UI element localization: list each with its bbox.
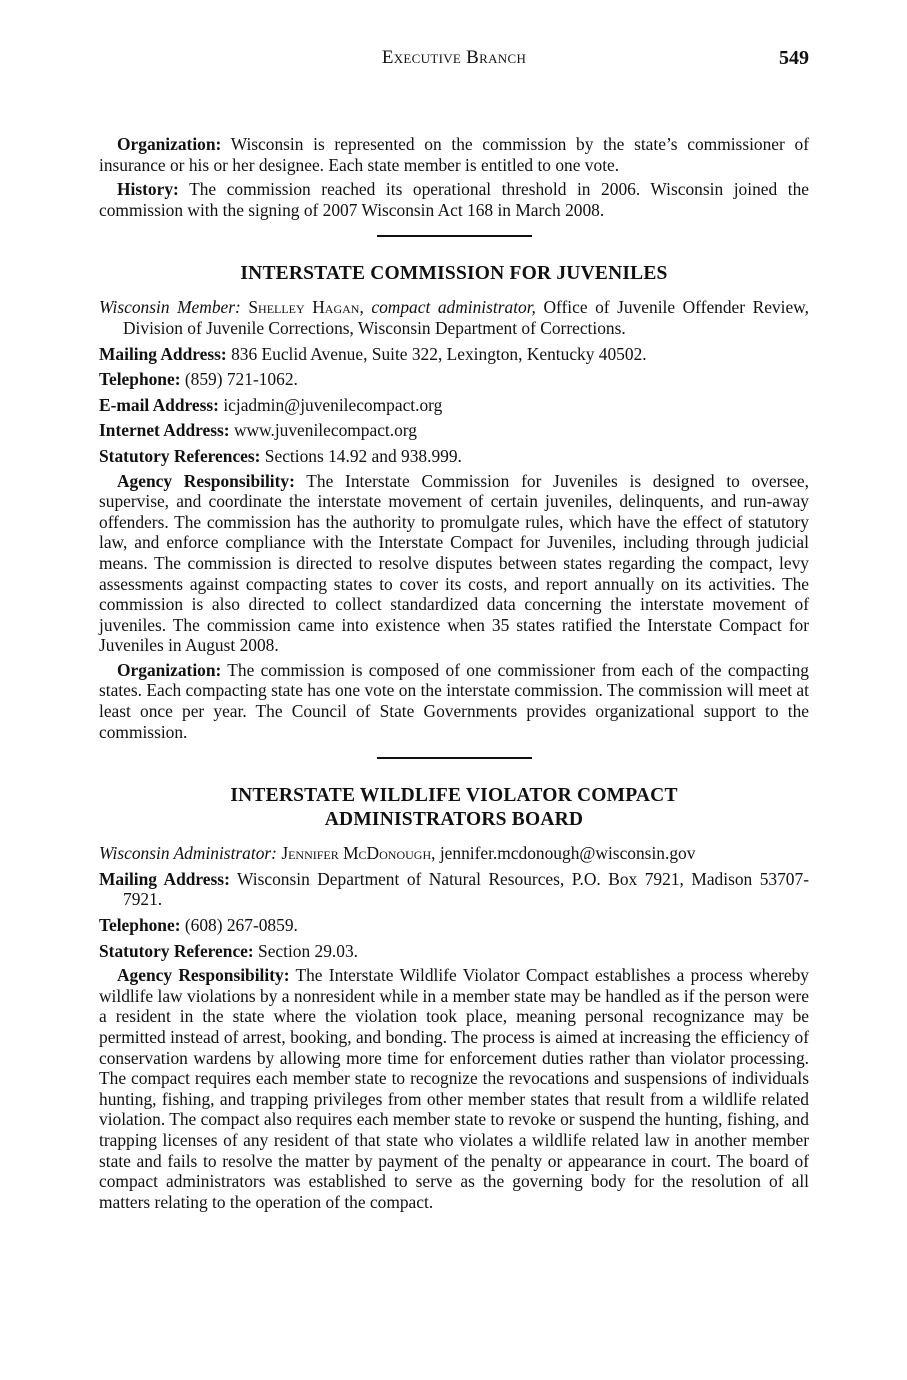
wildlife-admin-label: Wisconsin Administrator: — [99, 843, 277, 864]
wildlife-administrator — [99, 843, 809, 864]
juveniles-mailing-label: Mailing Address: — [99, 343, 227, 364]
wildlife-admin-name: Jennifer McDonough — [281, 843, 432, 864]
juveniles-organization — [99, 660, 809, 742]
juveniles-mailing-value: 836 Euclid Avenue, Suite 322, Lexington, Kentucky 40502. — [226, 343, 647, 364]
juveniles-member-name: Shelley Hagan — [248, 297, 360, 318]
wildlife-telephone-label: Telephone: — [99, 915, 181, 936]
intro-organization-text: Wisconsin is represented on the commission by the state’s commissioner of insurance or his or her designee. Each state member is entitled to one vote. — [99, 134, 809, 175]
wildlife-mailing-label: Mailing Address: — [99, 868, 230, 889]
juveniles-telephone-label: Telephone: — [99, 369, 181, 390]
wildlife-responsibility-label: Agency Responsibility: — [117, 965, 290, 986]
juveniles-email — [99, 395, 809, 416]
wildlife-title-line2: ADMINISTRATORS BOARD — [324, 809, 584, 831]
intro-history-label: History: — [117, 179, 179, 200]
juveniles-telephone-value: (859) 721-1062. — [180, 369, 298, 390]
juveniles-organization-text: The commission is composed of one commissioner from each of the compacting states. Each compacting state has one vote on the interstate commission. The commission will meet at least once per year. The Council of State Governments provides organizational support to the commission. — [99, 659, 809, 742]
juveniles-responsibility — [99, 471, 809, 656]
juveniles-mailing — [99, 344, 809, 365]
wildlife-responsibility-text: The Interstate Wildlife Violator Compact establishes a process whereby wildlife law violations by a nonresident while in a member state may be handled as if the person were a resident in the state where the violation took place, meaning personal recognizance may be permitted instead of arrest, booking, and bonding. The process is aimed at increasing the efficiency of conservation wardens by allowing more time for enforcement duties rather than violator processing. The compact requires each member state to recognize the revocations and suspensions of individuals hunting, fishing, and trapping privileges from other member states that result from a wildlife related violation. The compact also requires each member state to revoke or suspend the hunting, fishing, and trapping licenses of any resident of that state who violates a wildlife related law in another member state and fails to resolve the matter by payment of the penalty or appearance in court. The board of compact administrators was established to serve as the governing body for the resolution of all matters relating to the operation of the compact. — [99, 965, 809, 1212]
wildlife-admin-email: , jennifer.mcdonough@wisconsin.gov — [431, 843, 696, 864]
section-divider — [377, 235, 532, 237]
page-number: 549 — [779, 47, 809, 69]
juveniles-email-value: icjadmin@juvenilecompact.org — [218, 394, 443, 415]
wildlife-telephone-value: (608) 267-0859. — [180, 915, 298, 936]
juveniles-responsibility-text: The Interstate Commission for Juveniles is designed to oversee, supervise, and coordinate the interstate movement of certain juveniles, delinquents, and run-away offenders. The commission has the authority to promulgate rules, which have the effect of statutory law, and enforce compliance with the Interstate Compact for Juveniles, including through judicial means. The commission is directed to resolve disputes between states regarding the compact, levy assessments against compacting states to cover its costs, and report annually on its activities. The commission is also directed to collect standardized data concerning the interstate movement of juveniles. The commission came into existence when 35 states ratified the Interstate Compact for Juveniles in August 2008. — [99, 470, 809, 656]
juveniles-statutory-label: Statutory References: — [99, 445, 261, 466]
wildlife-telephone — [99, 915, 809, 936]
juveniles-organization-label: Organization: — [117, 659, 222, 680]
running-head: Executive Branch — [381, 47, 527, 68]
document-page — [99, 48, 809, 1212]
juveniles-member: Wisconsin Member: Shelley Hagan, compact administrator, Office of Juvenile Offender Review, Division of Juvenile Corrections, Wisconsin Department of Corrections. — [99, 297, 809, 338]
intro-organization-paragraph — [99, 134, 809, 175]
wildlife-mailing — [99, 869, 809, 910]
intro-history-text: The commission reached its operational threshold in 2006. Wisconsin joined the commission with the signing of 2007 Wisconsin Act 168 in March 2008. — [99, 179, 809, 220]
section-title-juveniles: INTERSTATE COMMISSION FOR JUVENILES — [240, 263, 668, 285]
juveniles-member-role: compact administrator, — [371, 297, 536, 318]
wildlife-statutory-value: Section 29.03. — [253, 940, 359, 961]
juveniles-member-label: Wisconsin Member: — [99, 297, 241, 318]
juveniles-email-label: E-mail Address: — [99, 394, 219, 415]
section-divider — [377, 757, 532, 759]
juveniles-responsibility-label: Agency Responsibility: — [117, 470, 295, 491]
wildlife-responsibility — [99, 965, 809, 1212]
wildlife-mailing-value: Wisconsin Department of Natural Resources, P.O. Box 7921, Madison 53707-7921. — [123, 868, 809, 910]
wildlife-title-line1: INTERSTATE WILDLIFE VIOLATOR COMPACT — [230, 785, 678, 807]
juveniles-internet-value: www.juvenilecompact.org — [229, 420, 417, 441]
intro-organization-label: Organization: — [117, 134, 222, 154]
intro-history-paragraph — [99, 179, 809, 220]
juveniles-statutory-value: Sections 14.92 and 938.999. — [260, 445, 462, 466]
juveniles-internet-label: Internet Address: — [99, 420, 230, 441]
juveniles-telephone — [99, 369, 809, 390]
juveniles-statutory — [99, 446, 809, 467]
page-header — [99, 48, 809, 72]
section-title-wildlife — [99, 784, 809, 832]
juveniles-internet — [99, 420, 809, 441]
juveniles-member-office: Office of Juvenile Offender Review, Division of Juvenile Corrections, Wisconsin Department of Corrections. — [123, 297, 809, 338]
wildlife-statutory-label: Statutory Reference: — [99, 940, 254, 961]
wildlife-statutory — [99, 941, 809, 962]
